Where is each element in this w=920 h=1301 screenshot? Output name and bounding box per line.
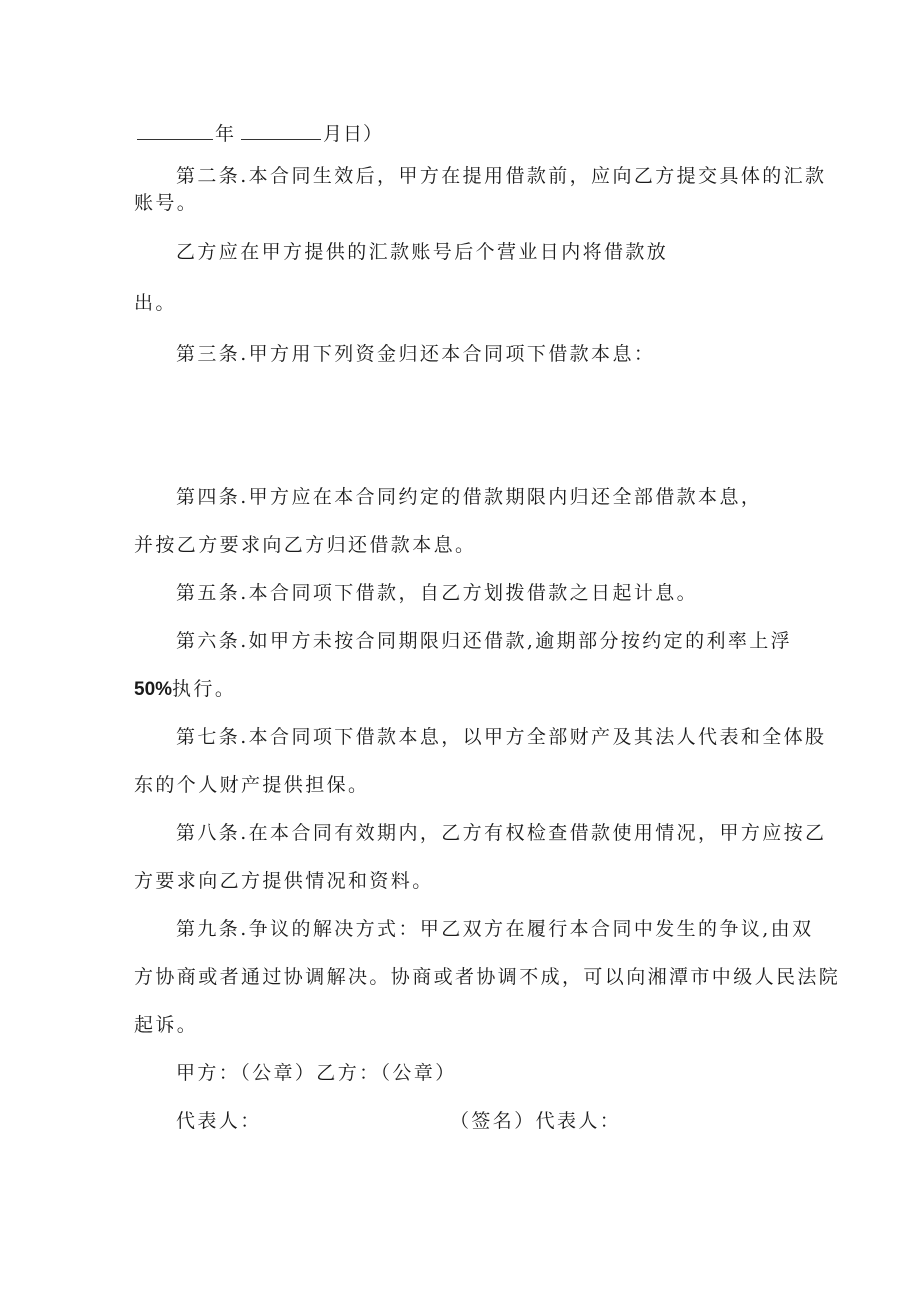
article-9-line-1: 第九条.争议的解决方式：甲乙双方在履行本合同中发生的争议,由双 [176,918,814,940]
article-8-line-1: 第八条.在本合同有效期内，乙方有权检查借款使用情况，甲方应按乙 [176,822,827,844]
signature-rep-left: 代表人： [176,1110,262,1132]
signature-rep-right: （签名）代表人： [450,1110,622,1132]
article-7-line-2: 东的个人财产提供担保。 [134,774,370,796]
year-blank [137,121,213,140]
article-2-line-1: 第二条.本合同生效后，甲方在提用借款前，应向乙方提交具体的汇款 [176,165,827,187]
surcharge-percent: 50% [134,679,173,700]
article-9-line-3: 起诉。 [134,1014,199,1036]
article-5-line-1: 第五条.本合同项下借款，自乙方划拨借款之日起计息。 [176,582,699,604]
month-day-suffix: 月日） [323,123,384,145]
article-6-line-2-rest: 执行。 [172,678,237,700]
article-2-para-2-line-1: 乙方应在甲方提供的汇款账号后个营业日内将借款放 [176,241,669,263]
month-blank [241,121,321,140]
article-2-para-2-line-2: 出。 [134,292,177,314]
article-6-line-1: 第六条.如甲方未按合同期限归还借款,逾期部分按约定的利率上浮 [176,630,793,652]
article-4-line-1: 第四条.甲方应在本合同约定的借款期限内归还全部借款本息， [176,486,763,508]
article-6-line-2 [134,677,236,702]
year-suffix: 年 [215,123,236,145]
date-line [137,121,383,146]
signature-parties: 甲方：（公章）乙方：（公章） [176,1062,457,1084]
article-8-line-2: 方要求向乙方提供情况和资料。 [134,870,434,892]
article-2-line-2: 账号。 [134,192,199,214]
article-4-line-2: 并按乙方要求向乙方归还借款本息。 [134,534,477,556]
article-7-line-1: 第七条.本合同项下借款本息，以甲方全部财产及其法人代表和全体股 [176,726,827,748]
article-3-line-1: 第三条.甲方用下列资金归还本合同项下借款本息： [176,343,656,365]
article-9-line-2: 方协商或者通过协调解决。协商或者协调不成，可以向湘潭市中级人民法院 [134,966,841,988]
